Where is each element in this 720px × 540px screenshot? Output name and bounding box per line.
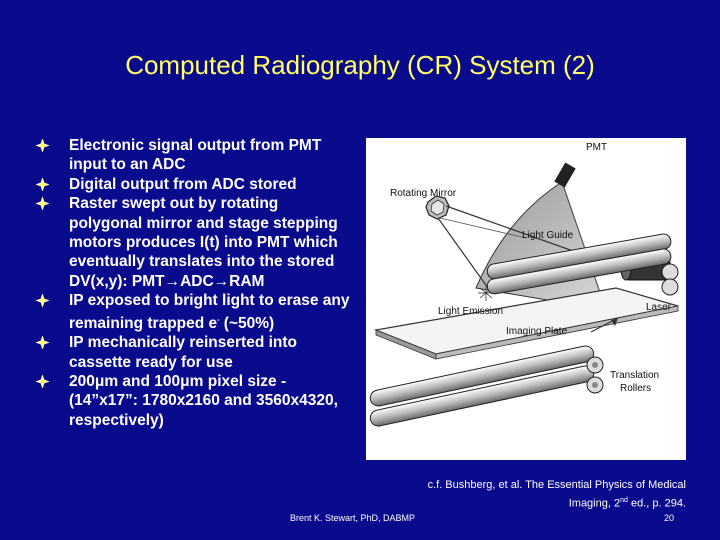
label-light-emission: Light Emission <box>438 306 504 317</box>
bullet-item <box>36 372 354 430</box>
citation-line-1: c.f. Bushberg, et al. The Essential Physics of Medical <box>427 479 686 491</box>
bullet-item <box>36 333 354 372</box>
pmt-tube <box>554 162 575 187</box>
imaging-plate <box>376 288 678 354</box>
bullet-item <box>36 175 354 194</box>
citation <box>380 477 686 512</box>
bullet-text: Raster swept out by rotating polygonal mirror and stage stepping motors produces I(t) into PMT which eventually translates into the stored DV(x,y): PMT→ADC→RAM <box>69 195 338 290</box>
footer-author: Brent K. Stewart, PhD, DABMP <box>290 513 416 523</box>
slide-title: Computed Radiography (CR) System (2) <box>125 50 595 80</box>
diamond-bullet-icon <box>36 294 49 307</box>
label-laser: Laser <box>646 302 672 313</box>
bullet-list <box>36 136 354 430</box>
bullet-text: 200μm and 100μm pixel size - (14”x17”: 1780x2160 and 3560x4320, respectively) <box>69 373 338 429</box>
translation-rollers <box>369 344 603 427</box>
diamond-bullet-icon <box>36 178 49 191</box>
bullet-text-tail: (~50%) <box>219 314 275 332</box>
bullet-item <box>36 136 354 175</box>
bullet-text: Digital output from ADC stored <box>69 175 297 193</box>
diamond-bullet-icon <box>36 197 49 210</box>
diamond-bullet-icon <box>36 336 49 349</box>
bullet-text: Electronic signal output from PMT input to an ADC <box>69 137 322 174</box>
label-rollers: Rollers <box>620 383 652 394</box>
bullet-text: IP mechanically reinserted into cassette ready for use <box>69 334 297 371</box>
label-imaging-plate: Imaging Plate <box>506 326 568 337</box>
citation-line-2: Imaging, 2nd ed., p. 294. <box>568 497 686 510</box>
label-pmt: PMT <box>586 142 608 153</box>
label-rotating-mirror: Rotating Mirror <box>390 188 457 199</box>
label-translation: Translation <box>610 370 660 381</box>
diamond-bullet-icon <box>36 375 49 388</box>
diamond-bullet-icon <box>36 139 49 152</box>
cr-system-diagram <box>366 138 686 460</box>
superscript-minus: - <box>217 316 220 324</box>
bullet-text: IP exposed to bright light to erase any remaining trapped e <box>69 292 350 332</box>
bullet-item <box>36 194 354 291</box>
label-light-guide: Light Guide <box>522 230 574 241</box>
bullet-item <box>36 291 354 333</box>
slide-number: 20 <box>664 513 675 523</box>
